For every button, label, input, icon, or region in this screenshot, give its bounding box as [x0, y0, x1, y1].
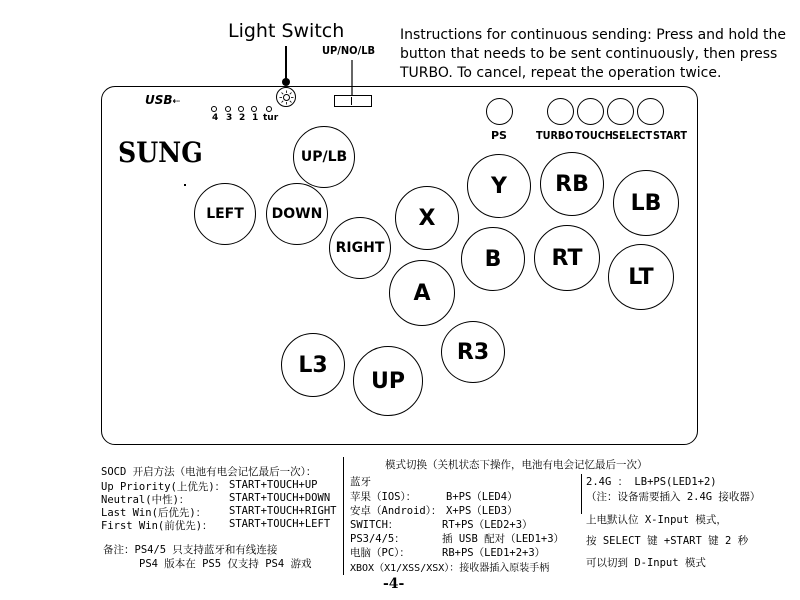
b-label: B	[484, 246, 502, 272]
socd-row-label: First Win(前优先)：	[101, 520, 213, 532]
mode-row-value: X+PS（LED3）	[446, 505, 518, 517]
sun-icon	[278, 89, 295, 106]
led-label: 4	[212, 113, 219, 123]
led-label: 3	[226, 113, 233, 123]
lb-label: LB	[630, 190, 662, 216]
turbo-instructions: Instructions for continuous sending: Press and hold the button that needs to be sent continuously, then press TURBO. To cancel, repeat the operation twice.	[400, 27, 787, 81]
socd-row-value: START+TOUCH+UP	[229, 479, 318, 491]
lb-button[interactable]	[613, 170, 679, 236]
socd-row-label: Neutral(中性)：	[101, 494, 190, 506]
up-label: UP	[371, 368, 405, 394]
rt-button[interactable]	[534, 225, 600, 291]
socd-row-label: Last Win(后优先)：	[101, 507, 207, 519]
mode-xbox: XBOX（X1/XSS/XSX）：接收器插入原装手柄	[350, 563, 550, 574]
uplb-button[interactable]	[293, 126, 355, 188]
left-button[interactable]	[194, 183, 256, 245]
usb-label: USB	[145, 93, 173, 107]
b-button[interactable]	[461, 227, 525, 291]
x-button[interactable]	[395, 186, 459, 250]
r3-button[interactable]	[441, 321, 505, 383]
light-switch-button[interactable]	[276, 87, 296, 107]
led-2-icon	[238, 106, 244, 112]
socd-title: SOCD 开启方法（电池有电会记忆最后一次）：	[101, 466, 317, 478]
left-label: LEFT	[206, 206, 244, 222]
led-label: 1	[252, 113, 259, 123]
select-button[interactable]	[607, 98, 634, 125]
led-turbo-icon	[266, 106, 272, 112]
divider	[343, 457, 344, 575]
led-label: tur	[263, 113, 279, 123]
right-col-line: 按 SELECT 键 +START 键 2 秒	[586, 535, 749, 547]
led-label: 2	[239, 113, 246, 123]
mode-row-label: 电脑（PC）：	[350, 547, 410, 559]
a-button[interactable]	[389, 260, 455, 326]
turbo-button[interactable]	[547, 98, 574, 125]
brand-logo: SUNG	[118, 136, 203, 169]
right-button[interactable]	[329, 217, 391, 279]
rb-label: RB	[555, 171, 589, 197]
mode-row-value: B+PS（LED4）	[446, 491, 518, 503]
start-button[interactable]	[637, 98, 664, 125]
divider	[581, 474, 582, 514]
socd-row-label: Up Priority(上优先)：	[101, 481, 226, 493]
mode-row-value: 插 USB 配对（LED1+3）	[442, 533, 565, 545]
rt-label: RT	[551, 245, 583, 271]
turbo-label: TURBO	[536, 129, 574, 142]
dot	[184, 184, 186, 186]
y-button[interactable]	[467, 154, 531, 218]
mode-row-label: 安卓（Android）：	[350, 505, 442, 517]
r3-label: R3	[456, 339, 490, 365]
mode-title: 模式切换（关机状态下操作，电池有电会记忆最后一次）	[385, 459, 648, 471]
led-4-icon	[211, 106, 217, 112]
l3-label: L3	[298, 352, 328, 378]
mode-row-value: RT+PS（LED2+3）	[442, 519, 533, 531]
right-label: RIGHT	[335, 240, 385, 256]
rb-button[interactable]	[540, 152, 604, 216]
ps-label: PS	[491, 129, 507, 142]
down-button[interactable]	[266, 183, 328, 245]
a-label: A	[413, 280, 431, 306]
mode-row-label: 苹果（IOS）：	[350, 491, 417, 503]
mode-row-label: SWITCH：	[350, 519, 399, 531]
uplb-label: UP/LB	[300, 149, 348, 165]
socd-note: 备注：PS4/5 只支持蓝牙和有线连接	[103, 544, 278, 556]
led-1-icon	[251, 106, 257, 112]
socd-note: PS4 版本在 PS5 仅支持 PS4 游戏	[139, 558, 312, 570]
led-3-icon	[225, 106, 231, 112]
l3-button[interactable]	[281, 333, 345, 397]
mode-row-label: PS3/4/5：	[350, 533, 405, 545]
lt-button[interactable]	[608, 244, 674, 310]
light-switch-label: Light Switch	[228, 20, 345, 42]
upno-slide-switch[interactable]	[334, 95, 372, 107]
start-label: START	[653, 129, 687, 142]
up-button[interactable]	[353, 346, 423, 416]
lt-label: LT	[628, 264, 654, 290]
mode-row-value: RB+PS（LED1+2+3）	[442, 547, 546, 559]
page-number: -4-	[383, 576, 405, 592]
right-col-line: （注：设备需要插入 2.4G 接收器）	[586, 491, 761, 503]
socd-row-value: START+TOUCH+LEFT	[229, 518, 331, 530]
touch-label: TOUCH	[575, 129, 613, 142]
right-col-line: 2.4G ： LB+PS(LED1+2)	[586, 476, 717, 488]
down-label: DOWN	[271, 206, 323, 222]
right-col-line: 可以切到 D-Input 模式	[586, 557, 706, 569]
x-label: X	[418, 205, 436, 231]
y-label: Y	[491, 173, 507, 199]
select-label: SELECT	[612, 129, 653, 142]
socd-row-value: START+TOUCH+RIGHT	[229, 505, 337, 517]
usb-icon: USB⇠	[145, 93, 181, 107]
touch-button[interactable]	[577, 98, 604, 125]
mode-bluetooth: 蓝牙	[350, 476, 371, 488]
ps-button[interactable]	[486, 98, 513, 125]
socd-row-value: START+TOUCH+DOWN	[229, 492, 331, 504]
right-col-line: 上电默认位 X-Input 模式，	[586, 514, 727, 526]
upno-switch-label: UP/NO/LB	[322, 44, 376, 57]
